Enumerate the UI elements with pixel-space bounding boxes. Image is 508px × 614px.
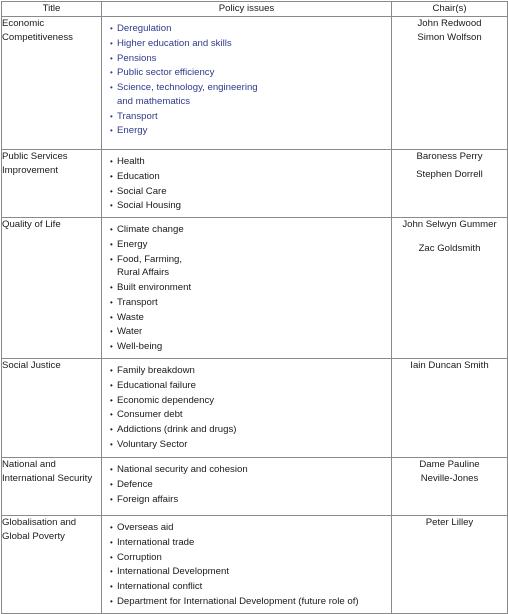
table-row xyxy=(2,218,508,359)
bullet-icon: • xyxy=(110,157,113,166)
policy-issues-cell xyxy=(102,150,392,218)
policy-issues-cell xyxy=(102,17,392,150)
list-item: • Economic dependency xyxy=(110,394,215,406)
list-item: • Built environment xyxy=(110,282,192,294)
chair-name: Stephen Dorrell xyxy=(416,168,483,180)
table-row xyxy=(2,458,508,516)
row-title: Public Services Improvement xyxy=(2,150,102,218)
list-item: • Defence xyxy=(110,478,153,490)
list-item: • Department for International Development (future role of) xyxy=(110,596,359,608)
list-item: • Energy xyxy=(110,238,148,250)
bullet-icon: • xyxy=(110,126,113,136)
list-item: • International conflict xyxy=(110,581,203,593)
bullet-icon: • xyxy=(110,494,113,504)
policy-issues-cell xyxy=(102,458,392,516)
bullet-icon: • xyxy=(110,111,113,121)
chairs-cell xyxy=(392,458,508,516)
bullet-icon: • xyxy=(110,53,113,63)
bullet-icon: • xyxy=(110,312,113,322)
list-item: • International Development xyxy=(110,566,229,578)
list-item: • International trade xyxy=(110,536,195,548)
list-item: • Food, Farming, Rural Affairs xyxy=(110,253,183,279)
bullet-icon: • xyxy=(110,38,113,48)
bullet-icon: • xyxy=(110,24,113,33)
row-title: National and International Security xyxy=(2,458,102,516)
policy-issues-cell xyxy=(102,218,392,359)
bullet-icon: • xyxy=(110,537,113,547)
row-title: Quality of Life xyxy=(2,218,102,359)
list-item: • Addictions (drink and drugs) xyxy=(110,424,237,436)
bullet-icon: • xyxy=(110,171,113,181)
list-item: • Waste xyxy=(110,311,144,323)
list-item: • Voluntary Sector xyxy=(110,439,188,451)
header-title: Title xyxy=(2,2,102,17)
bullet-icon: • xyxy=(110,342,113,352)
list-item: • Water xyxy=(110,326,143,338)
chairs-cell xyxy=(392,218,508,359)
bullet-icon: • xyxy=(110,479,113,489)
list-item: • Social Care xyxy=(110,185,167,197)
chair-name: Zac Goldsmith xyxy=(418,242,481,254)
chair-name: Iain Duncan Smith xyxy=(410,360,489,372)
bullet-icon: • xyxy=(110,567,113,577)
table-row xyxy=(2,17,508,150)
bullet-icon: • xyxy=(110,186,113,196)
list-item: • Higher education and skills xyxy=(110,37,232,49)
list-item: • Health xyxy=(110,156,145,167)
bullet-icon: • xyxy=(110,83,113,93)
policy-issues-cell xyxy=(102,359,392,458)
bullet-icon: • xyxy=(110,552,113,562)
bullet-icon: • xyxy=(110,254,113,264)
bullet-icon: • xyxy=(110,440,113,450)
header-row xyxy=(2,2,508,17)
bullet-icon: • xyxy=(110,239,113,249)
chair-name: Dame Pauline xyxy=(419,459,480,471)
list-item: • Social Housing xyxy=(110,200,181,212)
bullet-icon: • xyxy=(110,283,113,293)
row-title: Social Justice xyxy=(2,359,102,458)
list-item: • Energy xyxy=(110,125,148,137)
bullet-icon: • xyxy=(110,597,113,607)
bullet-icon: • xyxy=(110,68,113,78)
policy-groups-table xyxy=(1,1,508,614)
bullet-icon: • xyxy=(110,366,113,376)
list-item: • Consumer debt xyxy=(110,409,183,421)
list-item: • Family breakdown xyxy=(110,365,195,377)
table-row xyxy=(2,359,508,458)
list-item: • Climate change xyxy=(110,224,184,236)
chair-name: Baroness Perry xyxy=(416,151,483,162)
chairs-cell xyxy=(392,359,508,458)
bullet-icon: • xyxy=(110,297,113,307)
chair-name: Neville-Jones xyxy=(420,472,479,484)
bullet-icon: • xyxy=(110,395,113,405)
list-item: • Transport xyxy=(110,110,158,122)
table-row xyxy=(2,150,508,218)
list-item: • Well-being xyxy=(110,341,163,353)
list-item: • Corruption xyxy=(110,551,162,563)
bullet-icon: • xyxy=(110,410,113,420)
list-item: • Education xyxy=(110,170,160,182)
chair-name: John Redwood xyxy=(417,18,482,29)
list-item: • Educational failure xyxy=(110,379,196,391)
list-item: • Overseas aid xyxy=(110,522,174,534)
chairs-cell xyxy=(392,150,508,218)
header-chairs: Chair(s) xyxy=(392,2,508,17)
list-item: • Foreign affairs xyxy=(110,493,179,505)
list-item: • Pensions xyxy=(110,52,157,64)
bullet-icon: • xyxy=(110,465,113,475)
chairs-cell xyxy=(392,17,508,150)
bullet-icon: • xyxy=(110,327,113,337)
row-title: Economic Competitiveness xyxy=(2,17,102,150)
list-item: • National security and cohesion xyxy=(110,464,248,476)
list-item: • Science, technology, engineering and mathematics xyxy=(110,82,258,107)
bullet-icon: • xyxy=(110,225,113,235)
header-policy-issues: Policy issues xyxy=(102,2,392,17)
list-item: • Transport xyxy=(110,296,158,308)
chair-name: Peter Lilley xyxy=(425,517,474,529)
chair-name: Simon Wolfson xyxy=(417,31,482,43)
bullet-icon: • xyxy=(110,582,113,592)
list-item: • Public sector efficiency xyxy=(110,67,215,79)
list-item: • Deregulation xyxy=(110,23,172,34)
bullet-icon: • xyxy=(110,523,113,533)
chair-name: John Selwyn Gummer xyxy=(402,219,497,231)
bullet-icon: • xyxy=(110,425,113,435)
bullet-icon: • xyxy=(110,201,113,211)
row-title: Globalisation and Global Poverty xyxy=(2,516,102,614)
bullet-icon: • xyxy=(110,380,113,390)
